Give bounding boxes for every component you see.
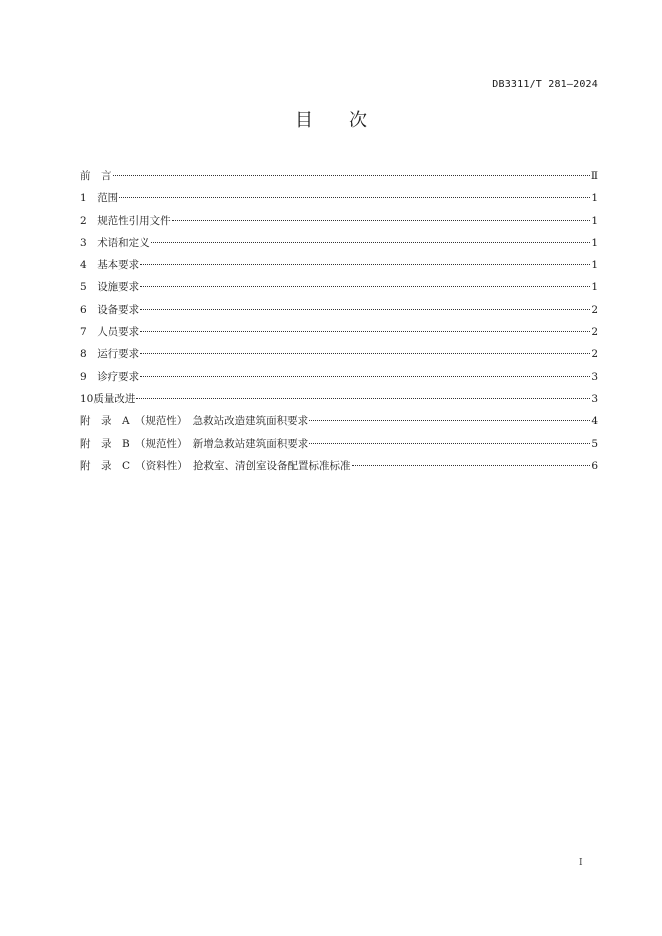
toc-entry-label: 规范性引用文件 xyxy=(97,214,171,227)
document-code: DB3311/T 281—2024 xyxy=(492,79,598,90)
toc-entry-page: 1 xyxy=(591,281,598,294)
toc-entry-page: 5 xyxy=(591,437,598,450)
toc-entry-page: 1 xyxy=(591,259,598,272)
toc-entry-foreword[interactable] xyxy=(80,165,598,187)
toc-entry-9[interactable] xyxy=(80,366,598,388)
toc-entry-number: 8 xyxy=(80,348,98,361)
toc-entry-1[interactable] xyxy=(80,187,598,209)
toc-entry-3[interactable] xyxy=(80,232,598,254)
toc-entry-page: 1 xyxy=(591,192,598,205)
toc-entry-page: 1 xyxy=(591,236,598,249)
toc-title xyxy=(0,106,662,132)
toc-entry-label: 质量改进 xyxy=(93,392,136,405)
toc-entry-page: 2 xyxy=(591,348,598,361)
toc-leader-dots xyxy=(309,443,590,444)
toc-entry-8[interactable] xyxy=(80,343,598,365)
toc-entry-page: 1 xyxy=(591,214,598,227)
toc-leader-dots xyxy=(140,286,590,287)
toc-entry-label: 基本要求 xyxy=(97,259,140,272)
toc-entry-label: 术语和定义 xyxy=(97,236,150,249)
toc-entry-number: 2 xyxy=(80,214,98,227)
toc-entry-label: 设施要求 xyxy=(97,281,140,294)
toc-entry-number: 3 xyxy=(80,236,98,249)
toc-entry-page: 3 xyxy=(591,392,598,405)
toc-leader-dots xyxy=(151,242,591,243)
toc-entry-number: 前 言 xyxy=(80,170,112,182)
toc-entry-label: 范围 xyxy=(97,192,119,205)
toc-entry-appendix-b[interactable] xyxy=(80,433,598,455)
toc-entry-page: 2 xyxy=(591,326,598,339)
toc-entry-number: 1 xyxy=(80,192,98,205)
toc-leader-dots xyxy=(140,309,590,310)
toc-title-part1: 目 xyxy=(295,110,313,131)
toc-leader-dots xyxy=(119,197,590,198)
toc-entry-number: 4 xyxy=(80,259,98,272)
page-number: I xyxy=(579,858,583,868)
toc-entry-label: 抢救室、清创室设备配置标准标准 xyxy=(193,459,351,472)
toc-leader-dots xyxy=(140,353,590,354)
toc-entry-label: 运行要求 xyxy=(97,348,140,361)
toc-entry-10[interactable] xyxy=(80,388,598,410)
toc-entry-number: 10 xyxy=(80,392,94,405)
toc-entry-6[interactable] xyxy=(80,299,598,321)
toc-leader-dots xyxy=(172,220,591,221)
toc-entry-page: 3 xyxy=(591,370,598,383)
toc-entry-number: 附 录 A （规范性） xyxy=(80,415,193,428)
toc-entry-label: 人员要求 xyxy=(97,326,140,339)
toc-entry-5[interactable] xyxy=(80,276,598,298)
toc-leader-dots xyxy=(140,331,590,332)
toc-entry-4[interactable] xyxy=(80,254,598,276)
toc-entry-number: 附 录 C （资料性） xyxy=(80,459,194,472)
toc-leader-dots xyxy=(113,175,590,176)
table-of-contents xyxy=(80,165,598,477)
toc-entry-page: 2 xyxy=(591,303,598,316)
toc-entry-page: 6 xyxy=(591,459,598,472)
toc-title-part2: 次 xyxy=(349,110,367,131)
toc-entry-7[interactable] xyxy=(80,321,598,343)
toc-leader-dots xyxy=(136,398,590,399)
toc-leader-dots xyxy=(352,465,591,466)
toc-entry-page: 4 xyxy=(591,415,598,428)
toc-entry-number: 6 xyxy=(80,303,98,316)
toc-entry-label: 诊疗要求 xyxy=(97,370,140,383)
toc-leader-dots xyxy=(140,264,590,265)
toc-entry-label: 急救站改造建筑面积要求 xyxy=(192,415,309,428)
toc-entry-appendix-c[interactable] xyxy=(80,455,598,477)
toc-entry-page: Ⅱ xyxy=(590,170,598,182)
toc-entry-appendix-a[interactable] xyxy=(80,410,598,432)
toc-entry-2[interactable] xyxy=(80,210,598,232)
toc-entry-number: 5 xyxy=(80,281,98,294)
toc-entry-number: 7 xyxy=(80,326,98,339)
toc-entry-label: 设备要求 xyxy=(97,303,140,316)
toc-leader-dots xyxy=(140,376,590,377)
toc-entry-number: 附 录 B （规范性） xyxy=(80,437,193,450)
toc-leader-dots xyxy=(309,420,590,421)
toc-entry-label: 新增急救站建筑面积要求 xyxy=(192,437,309,450)
toc-entry-number: 9 xyxy=(80,370,98,383)
